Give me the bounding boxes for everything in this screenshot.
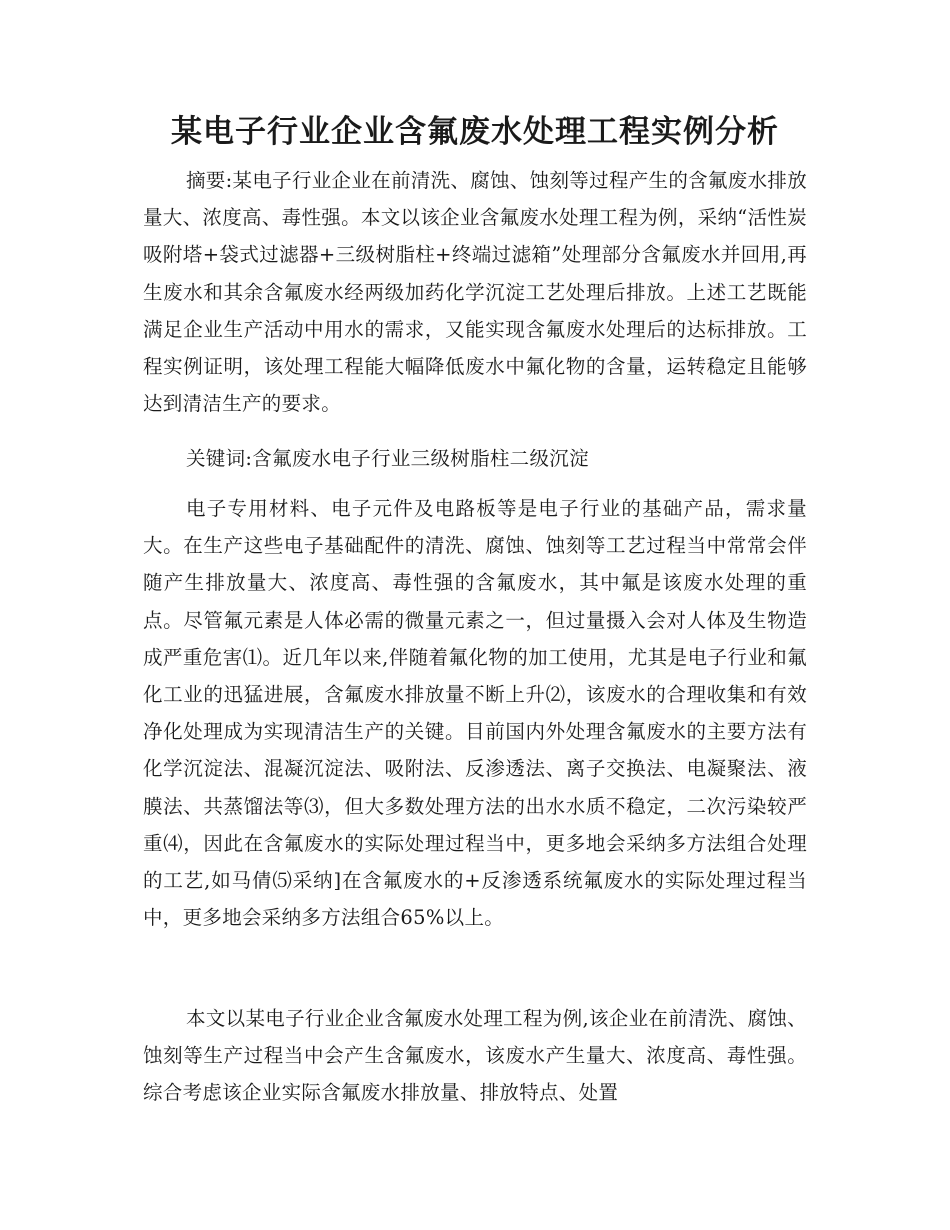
- keywords-label: 关键词:: [186, 447, 253, 470]
- abstract-text: 某电子行业企业在前清洗、腐蚀、蚀刻等过程产生的含氟废水排放量大、浓度高、毒性强。本文以该企业含氟废水处理工程为例，采纳“活性炭吸附塔+袋式过滤器+三级树脂柱+终端过滤箱”处理部分含氟废水并回用,再生废水和其余含氟废水经两级加药化学沉淀工艺处理后排放。上述工艺既能满足企业生产活动中用水的需求，又能实现含氟废水处理后的达标排放。工程实例证明，该处理工程能大幅降低废水中氟化物的含量，运转稳定且能够达到清洁生产的要求。: [143, 169, 807, 416]
- keywords-text: 含氟废水电子行业三级树脂柱二级沉淀: [252, 447, 589, 470]
- keywords-paragraph: [143, 440, 807, 477]
- document-title: 某电子行业企业含氟废水处理工程实例分析: [171, 114, 779, 150]
- body-paragraph-introduction: 电子专用材料、电子元件及电路板等是电子行业的基础产品，需求量大。在生产这些电子基础配件的清洗、腐蚀、蚀刻等工艺过程当中常常会伴随产生排放量大、浓度高、毒性强的含氟废水，其中氟是该废水处理的重点。尽管氟元素是人体必需的微量元素之一，但过量摄入会对人体及生物造成严重危害⑴。近几年以来,伴随着氟化物的加工使用，尤其是电子行业和氟化工业的迅猛进展，含氟废水排放量不断上升⑵，该废水的合理收集和有效净化处理成为实现清洁生产的关键。目前国内外处理含氟废水的主要方法有化学沉淀法、混凝沉淀法、吸附法、反渗透法、离子交换法、电凝聚法、液膜法、共蒸馏法等⑶，但大多数处理方法的出水水质不稳定，二次污染较严重⑷，因此在含氟废水的实际处理过程当中，更多地会采纳多方法组合处理的工艺,如马倩⑸采纳]在含氟废水的+反渗透系统氟废水的实际处理过程当中，更多地会采纳多方法组合65%以上。: [143, 497, 807, 930]
- abstract-paragraph: [143, 162, 807, 422]
- body-paragraph-case-study: 本文以某电子行业企业含氟废水处理工程为例,该企业在前清洗、腐蚀、蚀刻等生产过程当中会产生含氟废水，该废水产生量大、浓度高、毒性强。综合考虑该企业实际含氟废水排放量、排放特点、处置: [143, 1007, 807, 1105]
- abstract-label: 摘要:: [186, 169, 233, 192]
